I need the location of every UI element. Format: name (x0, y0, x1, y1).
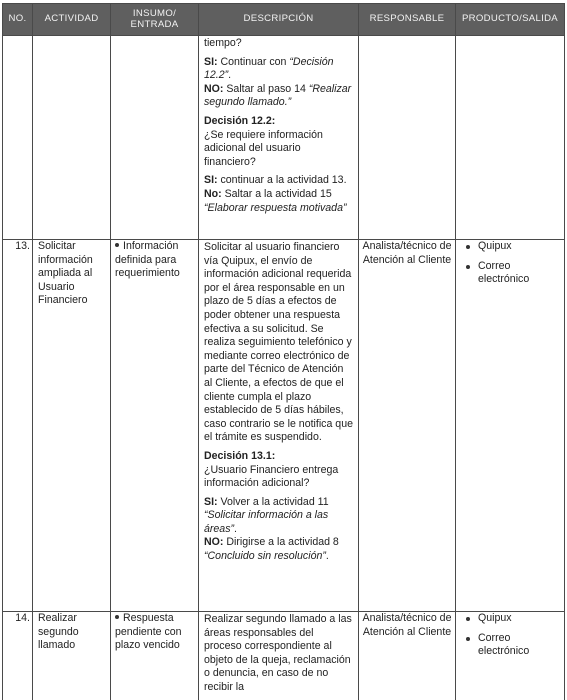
cell-no-13: 13. (3, 240, 33, 612)
cell-insumo-13: Información definida para requerimiento (111, 240, 199, 612)
description-main-14: Realizar segundo llamado a las áreas responsables del proceso correspondiente al objeto de la queja, reclamación o denuncia, en caso de no recibir la (204, 613, 352, 693)
list-item: Quipux (466, 240, 564, 254)
decision-question: ¿Usuario Financiero entrega información adicional? (204, 463, 339, 490)
decision-12-2 (204, 115, 354, 169)
cell-insumo-empty (111, 36, 199, 240)
list-item: Correo electrónico (466, 632, 564, 659)
bullet-icon (466, 245, 470, 249)
cell-responsable-14: Analista/técnico de Atención al Cliente (359, 612, 456, 700)
header-actividad: ACTIVIDAD (33, 4, 111, 36)
cell-producto-empty (456, 36, 565, 240)
decision-question: ¿Se requiere información adicional del usuario financiero? (204, 128, 323, 168)
cell-descripcion-14 (199, 612, 359, 700)
decision-branches-13-1: SI: Volver a la actividad 11 “Solicitar información a las áreas”. NO: Dirigirse a la actividad 8 “Concluido sin resolución”. (204, 495, 339, 563)
header-no: NO. (3, 4, 33, 36)
decision-title: Decisión 12.2: (204, 114, 276, 127)
continued-line: tiempo? (204, 37, 242, 49)
cell-descripcion-13 (199, 240, 359, 612)
header-responsable: RESPONSABLE (359, 4, 456, 36)
decision-title: Decisión 13.1: (204, 449, 276, 462)
cell-no-14: 14. (3, 612, 33, 700)
table-row-14 (3, 612, 565, 700)
table-row-13 (3, 240, 565, 612)
cell-producto-13 (456, 240, 565, 612)
list-item: Quipux (466, 612, 564, 626)
cell-responsable-13: Analista/técnico de Atención al Cliente (359, 240, 456, 612)
header-insumo: INSUMO/ ENTRADA (111, 4, 199, 36)
header-producto: PRODUCTO/SALIDA (456, 4, 565, 36)
product-list-13 (456, 240, 564, 287)
cell-no-empty (3, 36, 33, 240)
cell-actividad-13: Solicitar información ampliada al Usuario Financiero (33, 240, 111, 612)
cell-actividad-empty (33, 36, 111, 240)
bullet-icon (466, 265, 470, 269)
table-row-12-continued (3, 36, 565, 240)
decision-branches-12-2: SI: continuar a la actividad 13. No: Saltar a la actividad 15 “Elaborar respuesta motivada” (204, 174, 347, 214)
bullet-icon (115, 243, 119, 247)
decision-13-1 (204, 450, 354, 491)
cell-responsable-empty (359, 36, 456, 240)
description-main-13: Solicitar al usuario financiero vía Quipux, el envío de información adicional requerida por el área responsable en un plazo de 5 días a efectos de poder obtener una respuesta efectiva a su solicitud. Se realiza seguimiento telefónico y mediante correo electrónico de parte del Técnico de Atención al Cliente, a efectos de que el cliente cumpla el plazo establecido de 5 días hábiles, caso contrario se le notifica que el trámite es suspendido. (204, 241, 353, 444)
table-header-row (3, 4, 565, 36)
process-table (2, 3, 565, 700)
product-list-14 (456, 612, 564, 659)
cell-actividad-14: Realizar segundo llamado (33, 612, 111, 700)
decision-branches-12-1: SI: Continuar con “Decisión 12.2”. NO: Saltar al paso 14 “Realizar segundo llamado.” (204, 55, 352, 109)
bullet-icon (115, 615, 119, 619)
bullet-icon (466, 637, 470, 641)
cell-insumo-14: Respuesta pendiente con plazo vencido (111, 612, 199, 700)
cell-producto-14 (456, 612, 565, 700)
header-descripcion: DESCRIPCIÓN (199, 4, 359, 36)
list-item: Correo electrónico (466, 260, 564, 287)
cell-descripcion-12 (199, 36, 359, 240)
bullet-icon (466, 617, 470, 621)
